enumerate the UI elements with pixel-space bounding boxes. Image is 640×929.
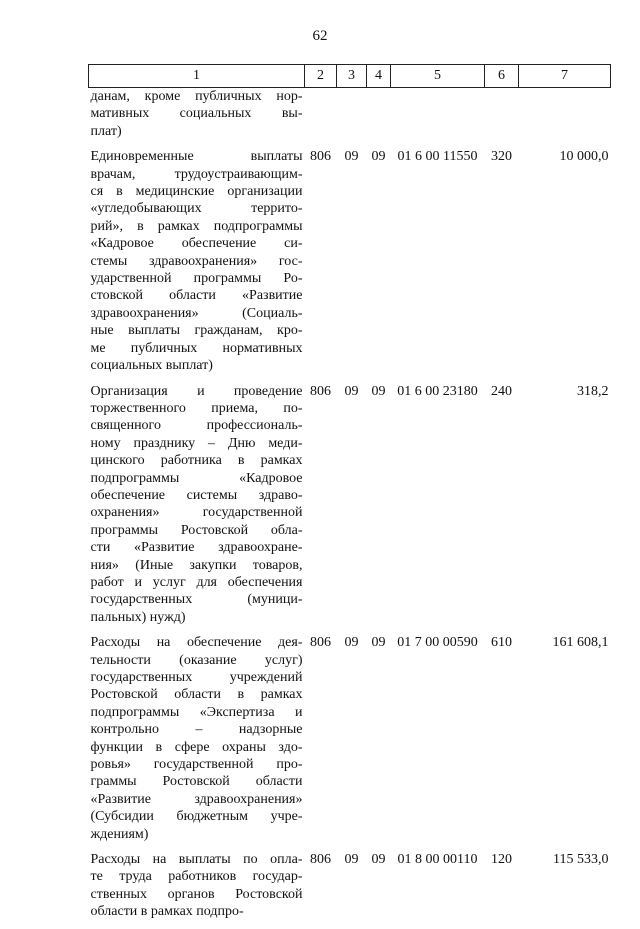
description-line: ждениям)	[90, 826, 149, 842]
expense-type-code: 320	[491, 149, 512, 165]
description-line: Единовременные выплаты	[90, 149, 303, 165]
amount: 115 533,0	[553, 852, 609, 868]
description-line: те труда работников государ-	[90, 869, 303, 885]
target-article-code: 01 7 00 00590	[397, 635, 478, 651]
header-row	[89, 65, 611, 88]
amount	[519, 88, 611, 149]
description-line: ния» (Иные закупки товаров,	[90, 557, 303, 573]
row-description	[89, 88, 305, 149]
ministry-code: 806	[310, 149, 331, 165]
expense-type-code: 240	[491, 383, 512, 399]
subsection-code: 09	[371, 383, 386, 399]
table-row	[89, 634, 611, 851]
expense-type-code: 610	[491, 635, 512, 651]
description-line: ственных органов Ростовской	[90, 886, 303, 902]
ministry-code: 806	[310, 383, 331, 399]
table-row	[89, 851, 611, 929]
expense-type-code: 120	[491, 852, 512, 868]
row-description	[89, 851, 305, 929]
target-article-code: 01 8 00 00110	[397, 852, 478, 868]
amount: 161 608,1	[552, 635, 609, 651]
row-description	[89, 148, 305, 382]
description-line: данам, кроме публичных нор-	[90, 89, 303, 104]
description-line: области в рамках подпро-	[90, 904, 244, 920]
description-line: ному празднику – Дню меди-	[90, 435, 303, 451]
page-number: 62	[312, 28, 328, 44]
description-line: работ и услуг для обеспечения	[90, 574, 303, 590]
header-col-6: 6	[485, 65, 519, 88]
description-line: цинского работника в рамках	[90, 453, 303, 469]
description-line: ные выплаты гражданам, кро-	[90, 323, 303, 339]
description-line: (Субсидии бюджетным учре-	[90, 809, 303, 825]
header-col-2: 2	[305, 65, 337, 88]
ministry-code: 806	[310, 635, 331, 651]
subsection-code: 09	[371, 852, 386, 868]
section-code: 09	[344, 635, 359, 651]
description-line: плат)	[90, 123, 122, 139]
description-line: функции в сфере охраны здо-	[90, 739, 303, 755]
ministry-code	[305, 88, 337, 149]
description-line: социальных выплат)	[90, 358, 213, 374]
description-line: «Развитие здравоохранения»	[90, 791, 303, 807]
description-line: граммы Ростовской области	[90, 774, 303, 790]
description-line: Расходы на выплаты по опла-	[90, 852, 303, 868]
subsection-code: 09	[371, 149, 386, 165]
header-col-1: 1	[89, 65, 305, 88]
ministry-code: 806	[310, 852, 331, 868]
description-line: здравоохранения» (Социаль-	[90, 305, 303, 321]
description-line: подпрограммы «Экспертиза и	[90, 704, 303, 720]
description-line: государственных (муници-	[90, 592, 303, 608]
description-line: стемы здравоохранения» гос-	[90, 253, 303, 269]
description-line: подпрограммы «Кадровое	[90, 470, 303, 486]
description-line: программы Ростовской обла-	[90, 522, 303, 538]
target-article-code: 01 6 00 23180	[397, 383, 478, 399]
row-description	[89, 383, 305, 635]
description-line: торжественного приема, по-	[90, 400, 303, 416]
description-line: Ростовской области в рамках	[90, 687, 303, 703]
description-line: врачам, трудоустраивающим-	[90, 166, 303, 182]
subsection-code: 09	[371, 635, 386, 651]
description-line: ровья» государственной про-	[90, 757, 303, 773]
header-col-7: 7	[519, 65, 611, 88]
table-row	[89, 383, 611, 635]
row-description	[89, 634, 305, 851]
description-line: рий», в рамках подпрограммы	[90, 218, 303, 234]
description-line: ся в медицинские организации	[90, 184, 303, 200]
table-row	[89, 148, 611, 382]
description-line: охранения» государственной	[90, 505, 303, 521]
amount: 318,2	[577, 383, 609, 399]
description-line: стовской области «Развитие	[90, 288, 303, 304]
target-article-code: 01 6 00 11550	[397, 149, 478, 165]
section-code	[337, 88, 367, 149]
description-line: ударственной программы Ро-	[90, 271, 303, 287]
header-col-3: 3	[337, 65, 367, 88]
expense-type-code	[485, 88, 519, 149]
description-line: «Кадровое обеспечение си-	[90, 236, 303, 252]
section-code: 09	[344, 383, 359, 399]
table-row	[89, 88, 611, 149]
section-code: 09	[344, 149, 359, 165]
amount: 10 000,0	[559, 149, 609, 165]
description-line: тельности (оказание услуг)	[90, 652, 303, 668]
description-line: священного профессиональ-	[90, 418, 303, 434]
description-line: мативных социальных вы-	[90, 106, 303, 122]
description-line: Организация и проведение	[90, 383, 303, 399]
description-line: пальных) нужд)	[90, 609, 186, 625]
section-code: 09	[344, 852, 359, 868]
description-line: сти «Развитие здравоохране-	[90, 540, 303, 556]
description-line: контрольно – надзорные	[90, 722, 303, 738]
description-line: «угледобывающих террито-	[90, 201, 303, 217]
description-line: Расходы на обеспечение дея-	[90, 635, 303, 651]
header-col-4: 4	[367, 65, 391, 88]
header-col-5: 5	[391, 65, 485, 88]
description-line: ме публичных нормативных	[90, 340, 303, 356]
subsection-code	[367, 88, 391, 149]
description-line: государственных учреждений	[90, 670, 303, 685]
target-article-code	[391, 88, 485, 149]
description-line: обеспечение системы здраво-	[90, 487, 303, 503]
budget-table	[88, 64, 611, 929]
